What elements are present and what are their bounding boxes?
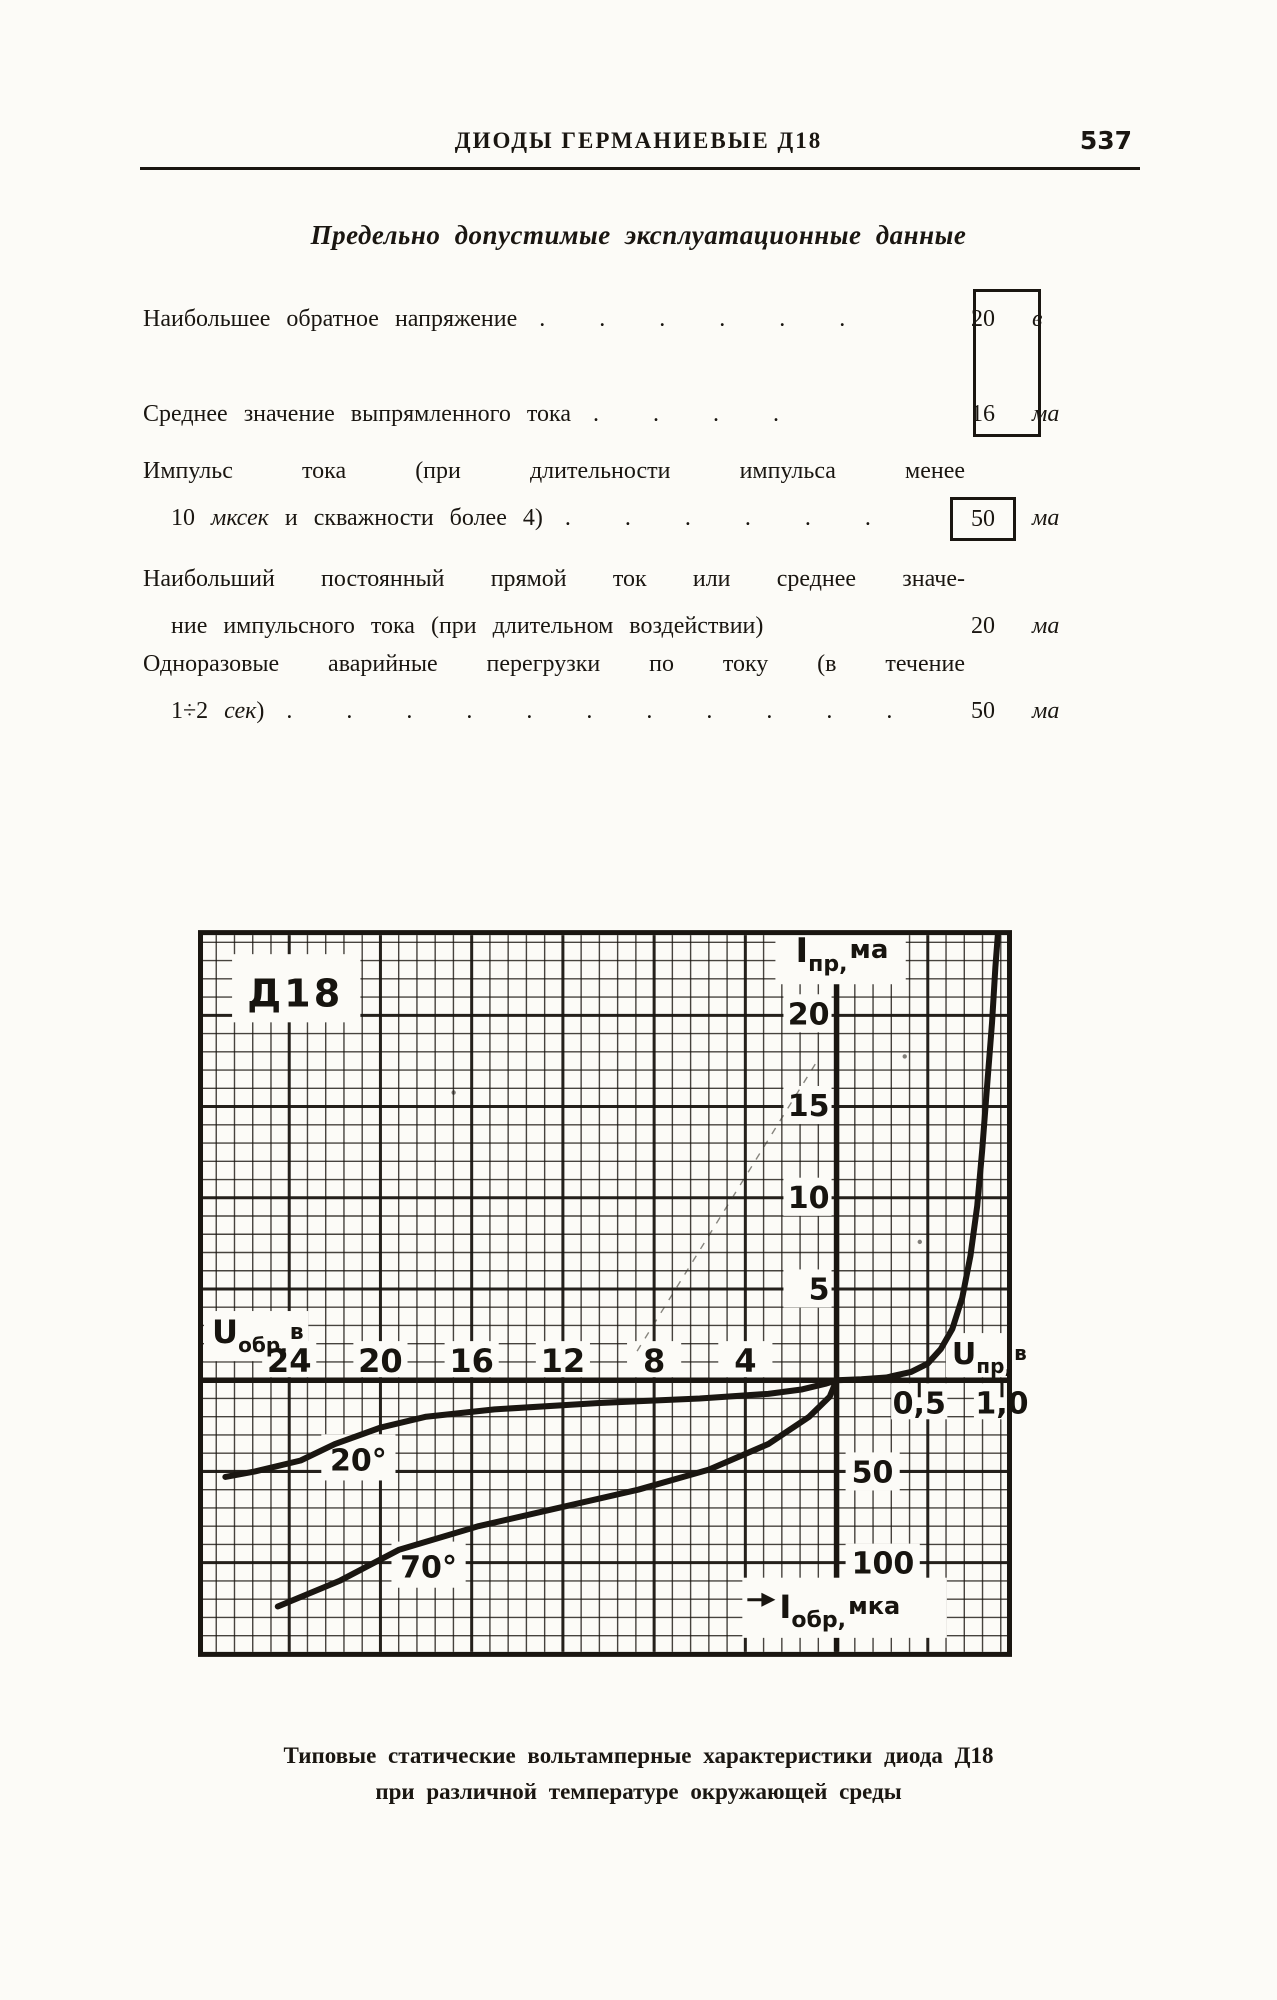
spec-row — [143, 556, 1090, 650]
left-x-tick-label: 20 — [358, 1342, 403, 1381]
caption-line1: Типовые статические вольтамперные характеристики диода Д18 — [283, 1743, 994, 1768]
scan-speck — [903, 1054, 907, 1058]
section-title: Предельно допустимые эксплуатационные данные — [310, 220, 967, 250]
spec-text-post: и скважности более 4) — [268, 505, 543, 531]
scan-speck — [451, 1090, 455, 1094]
diode-type-label: Д18 — [247, 971, 344, 1016]
neg-y-axis-label: Iобр,мка — [779, 1587, 901, 1633]
spec-text-line2 — [143, 296, 1090, 343]
spec-text — [143, 688, 264, 735]
forward-curve — [837, 934, 998, 1380]
shared-value-box — [973, 289, 1041, 437]
spec-row — [143, 448, 1090, 542]
spec-value: 20 — [971, 306, 995, 332]
spec-unit: ма — [1032, 613, 1060, 639]
spec-row — [143, 641, 1090, 735]
spec-text-line2 — [143, 688, 1090, 735]
pos-y-tick-label: 10 — [787, 1180, 830, 1216]
spec-unit: в — [1032, 306, 1043, 332]
dot-leader: . . . . . . — [564, 505, 871, 531]
spec-text-line1: Одноразовые аварийные перегрузки по току (в течение — [143, 651, 965, 677]
spec-value: 50 — [971, 698, 995, 724]
pos-y-tick-label: 15 — [787, 1089, 830, 1125]
scan-speck — [918, 1240, 922, 1244]
spec-value: 50 — [952, 499, 1014, 539]
spec-text — [143, 296, 517, 343]
left-x-tick-label: 4 — [734, 1342, 757, 1381]
spec-text-pre: Среднее значение выпрямленного тока — [143, 401, 571, 427]
dot-leader: . . . . . . — [539, 306, 846, 332]
spec-text — [143, 391, 571, 438]
spec-text-post: ) — [256, 698, 265, 724]
left-x-tick-label: 24 — [266, 1342, 312, 1381]
spec-text-pre: Наибольшее обратное напряжение — [143, 306, 518, 332]
figure-caption — [0, 1738, 1277, 1810]
dot-leader: . . . . . . . . . . . — [286, 698, 893, 724]
spec-text-pre: ние импульсного тока (при длительном воздействии) — [171, 613, 764, 639]
spec-text-italic: сек — [224, 698, 257, 724]
dot-leader: . . . . — [593, 401, 779, 427]
left-x-tick-label: 16 — [449, 1342, 494, 1381]
spec-row — [143, 296, 1090, 343]
spec-text — [143, 495, 543, 542]
pos-y-tick-label: 5 — [808, 1272, 830, 1308]
spec-unit: ма — [1032, 401, 1060, 427]
caption-line2: при различной температуре окружающей среды — [375, 1779, 902, 1804]
spec-text-italic: мксек — [211, 505, 269, 531]
left-x-tick-label: 8 — [642, 1342, 666, 1381]
temperature-label-reverse-70: 70° — [400, 1550, 458, 1586]
spec-unit: ма — [1032, 698, 1060, 724]
spec-text-line1: Импульс тока (при длительности импульса менее — [143, 458, 965, 484]
spec-text-line1: Наибольший постоянный прямой ток или среднее значе- — [143, 566, 965, 592]
right-x-tick-label: 1,0 — [975, 1386, 1029, 1422]
spec-text-line2 — [143, 391, 1090, 438]
spec-text-line2 — [143, 495, 1090, 542]
iv-characteristics-chart — [198, 930, 1029, 1657]
chart-svg — [198, 930, 1029, 1657]
temperature-label-reverse-20: 20° — [329, 1443, 387, 1479]
pos-y-tick-label: 20 — [787, 997, 830, 1033]
neg-y-tick-label: 100 — [851, 1546, 915, 1582]
spec-value: 16 — [971, 401, 995, 427]
spec-unit: ма — [1032, 505, 1060, 531]
spec-text-pre: 10 — [171, 505, 211, 531]
running-head: ДИОДЫ ГЕРМАНИЕВЫЕ Д18 — [454, 128, 823, 153]
right-x-tick-label: 0,5 — [892, 1386, 946, 1422]
page-number: 537 — [1079, 126, 1132, 155]
spec-value: 20 — [971, 613, 995, 639]
right-x-axis-label: Uпр,в — [951, 1337, 1027, 1379]
left-x-axis-label: Uобр,в — [212, 1313, 304, 1358]
spec-row — [143, 391, 1090, 438]
pos-y-axis-label: Iпр,ма — [795, 931, 889, 978]
header-rule — [140, 167, 1140, 170]
left-x-tick-label: 12 — [540, 1342, 586, 1381]
neg-y-tick-label: 50 — [851, 1455, 894, 1491]
spec-text-pre: 1÷2 — [171, 698, 225, 724]
